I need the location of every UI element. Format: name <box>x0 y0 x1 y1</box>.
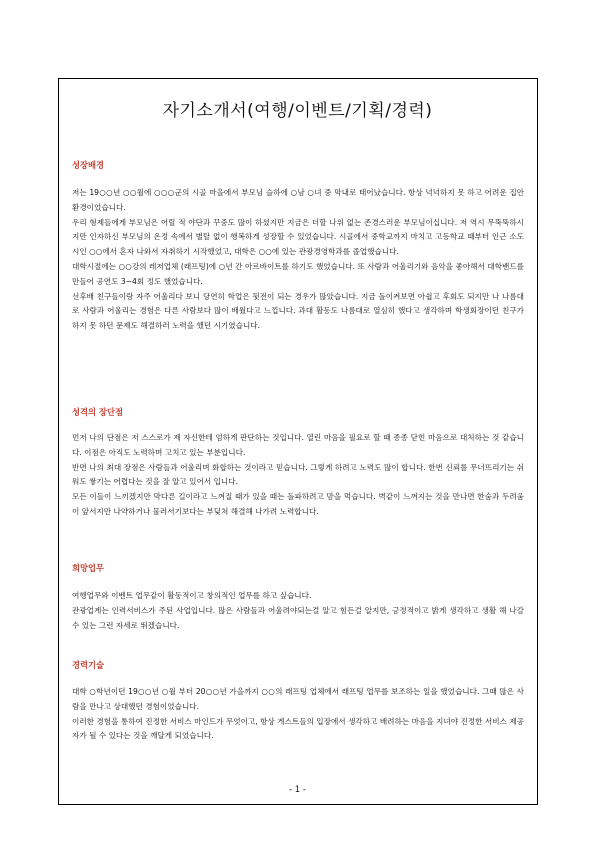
section-body-growth <box>72 186 524 334</box>
paragraph: 대학 ○학년이던 19○○년 ○월 부터 20○○년 가을까지 ○○의 래프팅 업체에서 래프팅 업무를 보조하는 일을 했었습니다. 그때 많은 사람을 만나고 상대했던 경험이었습니다. <box>72 687 524 711</box>
paragraph: 먼저 나의 단점은 저 스스로가 제 자신한테 엄하게 판단하는 것입니다. 열린 마음을 필요로 할 때 종종 닫힌 마음으로 대처하는 것 같습니다. 이점은 아직도 노력하며 고치고 있는 부분입니다. <box>72 433 524 457</box>
section-body-career <box>72 685 524 744</box>
paragraph: 선후배 친구들이랑 자주 어울리다 보니 당연히 학업은 뒷전이 되는 경우가 많았습니다. 지금 돌이켜보면 아쉽고 후회도 되지만 나 나름대로 사람과 어울리는 경험은 다른 사람보다 많이 배웠다고 느낍니다. 과대 활동도 나름대로 열심히 했다고 생각하며 학생회장이던 친구가 하지 못 하던 문제도 해결하러 노력을 했던 시기였습니다. <box>72 291 524 331</box>
section-body-personality <box>72 431 524 520</box>
section-heading-desired-work: 희망업무 <box>72 563 105 573</box>
paragraph: 저는 19○○년 ○○월에 ○○○군의 시골 마을에서 부모님 슬하에 ○남 ○녀 중 막내로 태어났습니다. 항상 넉넉하지 못 하고 어려운 집안 환경이었습니다. <box>72 188 524 212</box>
paragraph: 대학시절에는 ○○강의 레저업체 (래프팅)에 ○년 간 아르바이트를 하기도 했었습니다. 또 사람과 어울리기와 음악을 좋아해서 대학밴드를 만들어 공연도 3~4회 정도 했었습니다. <box>72 261 524 286</box>
paragraph: 반면 나의 최대 장점은 사람들과 어울리며 화합하는 것이라고 믿습니다. 그렇게 하려고 노력도 많이 합니다. 한번 신뢰를 무너뜨리기는 쉬워도 쌓기는 어렵다는 것을 잘 알고 있어서 입니다. <box>72 462 524 487</box>
section-heading-career: 경력기술 <box>72 660 105 670</box>
page-number: - 1 - <box>289 785 306 795</box>
paragraph: 우리 형제들에게 부모님은 어릴 적 야단과 꾸중도 많이 하셨지만 지금은 더할 나위 없는 존경스러운 부모님이십니다. 저 역시 무뚝뚝하시지만 인자하신 부모님의 온정 속에서 별탈 없이 행복하게 성장할 수 있었습니다. 시골에서 중학교까지 마치고 고등학교 때부터 인근 소도시인 ○○에서 혼자 나와서 자취하기 시작했었고, 대학은 ○○에 있는 관광경영학과를 졸업했습니다. <box>72 217 524 257</box>
section-body-desired-work <box>72 589 524 633</box>
paragraph: 이러한 경험을 통하여 진정한 서비스 마인드가 무엇이고, 항상 게스트들의 입장에서 생각하고 배려하는 마음을 지녀야 진정한 서비스 제공자가 될 수 있다는 것을 깨달게 되었습니다. <box>72 716 524 741</box>
section-heading-growth: 성장배경 <box>72 160 105 170</box>
section-heading-personality: 성격의 장단점 <box>72 407 123 417</box>
document-title: 자기소개서(여행/이벤트/기획/경력) <box>162 101 433 121</box>
paragraph: 관광업계는 인력서비스가 주된 사업입니다. 많은 사람들과 어울려야되는걸 알고 힘든걸 알지만, 긍정적이고 밝게 생각하고 생활 해 나갈 수 있는 그런 자세로 뛰겠습니다. <box>72 605 524 630</box>
paragraph: 여행업무와 이벤트 업무같이 활동적이고 창의적인 업무를 하고 싶습니다. <box>72 591 312 600</box>
paragraph: 모든 이들이 느끼겠지만 막다른 길이라고 느껴질 때가 있을 때는 돌파하려고 맘을 먹습니다. 벽같이 느껴지는 것을 만나면 한숨과 두려움이 앞서지만 나약하거나 물러서기보다는 부딪쳐 해결해 나가려 노력합니다. <box>72 492 524 516</box>
